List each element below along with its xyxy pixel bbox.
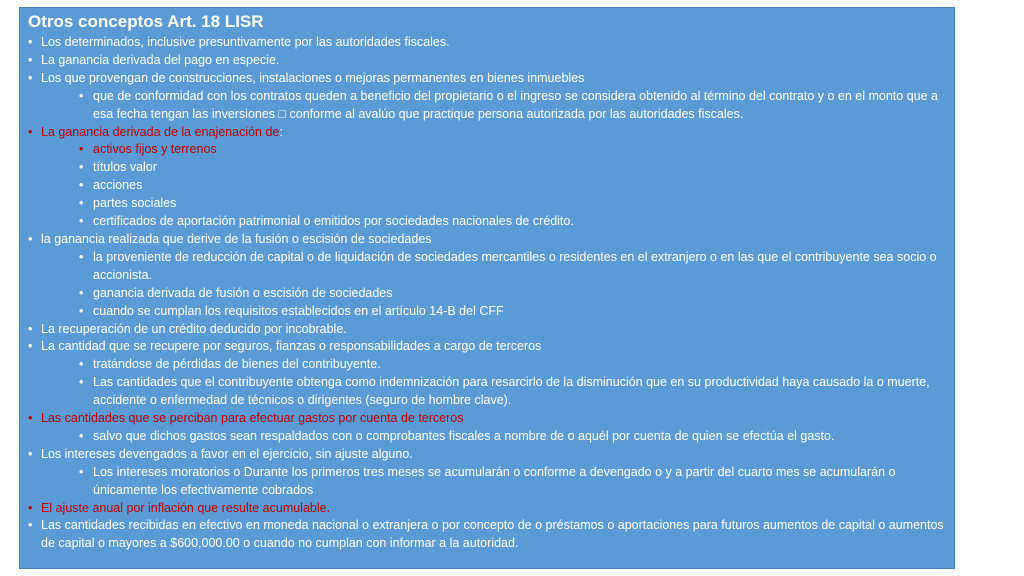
sub-list-item [54, 428, 948, 446]
list-item [28, 52, 948, 70]
item-text: Los que provengan de construcciones, instalaciones o mejoras permanentes en bienes inmuebles [41, 70, 585, 85]
sub-list-item [54, 249, 948, 285]
slide-content-box [19, 7, 955, 569]
list-item [28, 321, 948, 339]
sub-list-item [54, 356, 948, 374]
sub-list-item [54, 303, 948, 321]
sub-item-text: acciones [93, 178, 143, 193]
slide-title: Otros conceptos Art. 18 LISR [28, 12, 264, 31]
sub-list [41, 464, 948, 500]
sub-list-item [54, 177, 948, 195]
list-item [28, 124, 948, 231]
sub-item-text: partes sociales [93, 196, 177, 211]
sub-list-item [54, 213, 948, 231]
item-text: la ganancia realizada que derive de la fusión o escisión de sociedades [41, 231, 432, 246]
sub-item-text: Las cantidades que el contribuyente obtenga como indemnización para resarcirlo de la disminución que en su productividad haya causado la o muerte, accidente o enfermedad de técnicos o dirigentes (seguro de hombre clave). [93, 375, 930, 408]
sub-item-text: ganancia derivada de fusión o escisión de sociedades [93, 285, 393, 300]
item-text: La ganancia derivada del pago en especie. [41, 52, 280, 67]
sub-item-text: la proveniente de reducción de capital o de liquidación de sociedades mercantiles o residentes en el extranjero o en las que el contribuyente sea socio o accionista. [93, 249, 937, 282]
list-item [28, 70, 948, 124]
sub-list [41, 249, 948, 321]
sub-list [41, 88, 948, 124]
list-item [28, 517, 948, 553]
sub-list-item [54, 141, 948, 159]
list-item [28, 500, 948, 518]
item-text: Las cantidades que se perciban para efectuar gastos por cuenta de terceros [41, 411, 464, 426]
sub-item-text: cuando se cumplan los requisitos establecidos en el artículo 14-B del CFF [93, 303, 504, 318]
item-text: Los intereses devengados a favor en el ejercicio, sin ajuste alguno. [41, 446, 413, 461]
item-text: La cantidad que se recupere por seguros, fianzas o responsabilidades a cargo de terceros [41, 339, 542, 354]
sub-list [41, 428, 948, 446]
sub-item-text: activos fijos y terrenos [93, 142, 217, 157]
sub-item-text: certificados de aportación patrimonial o emitidos por sociedades nacionales de crédito. [93, 214, 574, 229]
item-text: Los determinados, inclusive presuntivamente por las autoridades fiscales. [41, 35, 450, 49]
sub-item-text: tratándose de pérdidas de bienes del contribuyente. [93, 357, 381, 372]
item-text: La ganancia derivada de la enajenación de [41, 124, 280, 139]
list-item [28, 338, 948, 410]
sub-item-text: Los intereses moratorios o Durante los primeros tres meses se acumularán o conforme a devengado o y a partir del cuarto mes se acumularán o únicamente los efectivamente cobrados [93, 464, 896, 497]
concepts-list [28, 34, 948, 553]
sub-list-item [54, 159, 948, 177]
sub-list-item [54, 195, 948, 213]
sub-item-text: que de conformidad con los contratos queden a beneficio del propietario o el ingreso se considera obtenido al término del contrato y o en el monto que a esa fecha tengan las inversiones □ conforme al avalúo que practique persona autorizada por las autoridades fiscales. [93, 88, 938, 121]
sub-item-text: salvo que dichos gastos sean respaldados con o comprobantes fiscales a nombre de o aquél por cuenta de quien se efectúa el gasto. [93, 428, 835, 443]
list-item [28, 410, 948, 446]
item-text: La recuperación de un crédito deducido por incobrable. [41, 321, 347, 336]
list-item [28, 446, 948, 500]
item-text: El ajuste anual por inflación que resulte acumulable. [41, 500, 331, 515]
sub-list [41, 141, 948, 231]
sub-list-item [54, 374, 948, 410]
item-suffix: : [279, 124, 283, 139]
item-text: Las cantidades recibidas en efectivo en moneda nacional o extranjera o por concepto de o préstamos o aportaciones para futuros aumentos de capital o aumentos de capital o mayores a $600,000.00 o cuando no cumplan con informar a la autoridad. [41, 518, 944, 551]
list-item [28, 231, 948, 321]
sub-list [41, 356, 948, 410]
sub-item-text: títulos valor [93, 160, 157, 175]
sub-list-item [54, 464, 948, 500]
sub-list-item [54, 88, 948, 124]
sub-list-item [54, 285, 948, 303]
list-item [28, 34, 948, 52]
